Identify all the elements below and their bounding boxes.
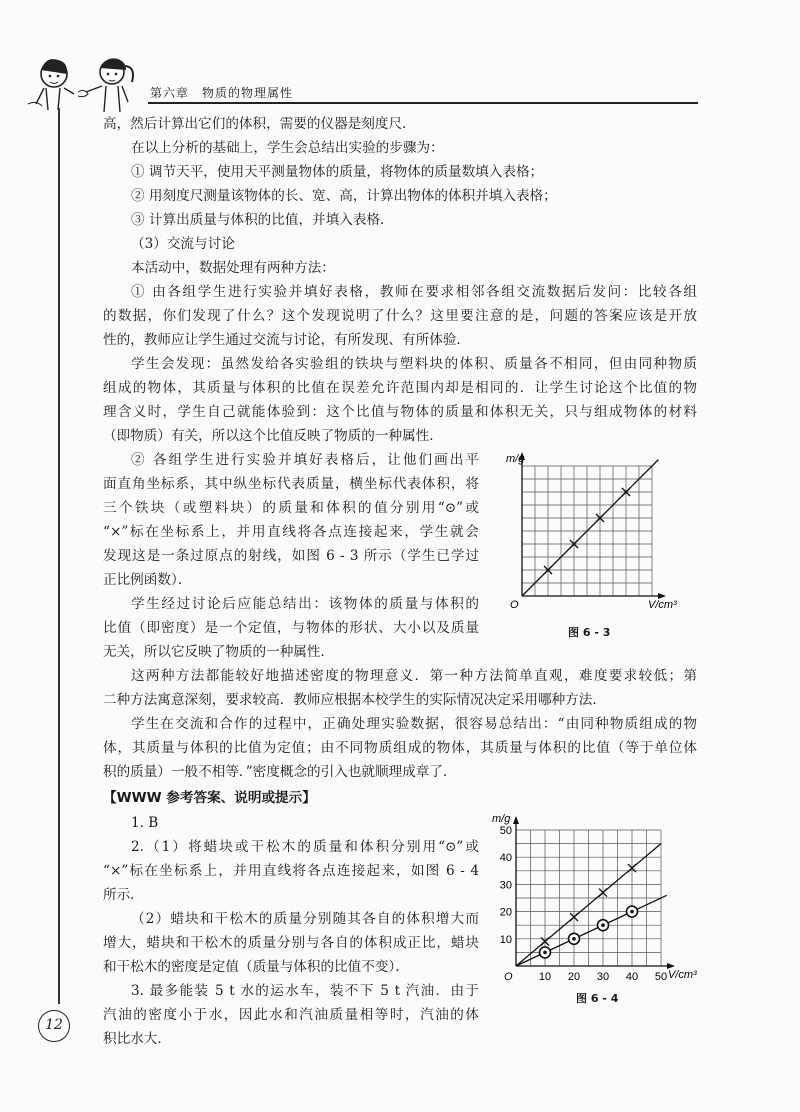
paragraph-line: 积的质量）一般不相等．”密度概念的引入也就顺理成章了． (103, 764, 457, 780)
paragraph-line: 二种方法寓意深刻，要求较高．教师应根据本校学生的实际情况决定采用哪种方法． (103, 692, 606, 708)
paragraph-line: 3. 最多能装 5 t 水的运水车，装不下 5 t 汽油．由于 (131, 983, 479, 999)
answer-1: 1. B (131, 815, 159, 831)
figure-6-4-caption: 图 6 - 4 (576, 992, 619, 1005)
paragraph-line: ② 用刻度尺测量该物体的长、宽、高，计算出物体的体积并填入表格； (131, 188, 557, 204)
x-tick-label: 20 (567, 971, 581, 983)
y-axis-label: m/g (506, 453, 525, 465)
figure-6-3 (500, 448, 700, 648)
paragraph-line: 这两种方法都能较好地描述密度的物理意义．第一种方法简单直观，难度要求较低；第 (131, 668, 697, 684)
paragraph-line: 和干松木的密度是定值（质量与体积的比值不变）． (103, 959, 409, 975)
data-point-circle (540, 947, 551, 958)
paragraph-line: 理含义时，学生自己就能体验到：这个比值与物体的质量和体积无关，只与组成物体的材料 (103, 404, 697, 420)
paragraph-line: 体，其质量与体积的比值为定值；由不同物质组成的物体，其质量与体积的比值（等于单位体 (103, 740, 697, 756)
paragraph-line: ③ 计算出质量与体积的比值，并填入表格． (131, 212, 394, 228)
paragraph-line: 在以上分析的基础上，学生会总结出实验的步骤为： (131, 140, 444, 156)
paragraph-line: （2）蜡块和干松木的质量分别随其各自的体积增大而 (131, 911, 479, 927)
paragraph-line: 学生会发现：虽然发给各实验组的铁块与塑料块的体积、质量各不相同，但由同种物质 (131, 356, 697, 372)
series-line (516, 895, 667, 966)
page-number: 12 (45, 1017, 63, 1033)
answers-heading: 【WWW 参考答案、说明或提示】 (103, 790, 316, 806)
chapter-title: 第六章 物质的物理属性 (150, 86, 294, 100)
paragraph-line: 三个铁块（或塑料块）的质量和体积的值分别用“⊙”或 (103, 500, 479, 516)
y-tick-label: 40 (499, 852, 512, 865)
paragraph-line: 所示． (103, 887, 144, 903)
paragraph-line: “×”标在坐标系上，并用直线将各点连接起来，学生就会 (103, 524, 479, 540)
paragraph-line: ① 由各组学生进行实验并填好表格，教师在要求相邻各组交流数据后发问：比较各组 (131, 284, 697, 300)
paragraph-line: 发现这是一条过原点的射线，如图 6 - 3 所示（学生已学过 (103, 548, 479, 564)
margin-rule (58, 108, 60, 1004)
x-tick-label: 30 (596, 971, 610, 983)
paragraph-line: 本活动中，数据处理有两种方法： (131, 260, 335, 276)
data-point-circle (598, 920, 609, 931)
paragraph-line: 的数据，你们发现了什么？这个发现说明了什么？这里要注意的是，问题的答案应该是开放 (103, 308, 697, 324)
y-tick-label: 10 (499, 933, 512, 946)
paragraph-line: 2.（1）将蜡块或干松木的质量和体积分别用“⊙”或 (131, 839, 479, 855)
paragraph-line: ① 调节天平，使用天平测量物体的质量，将物体的质量数填入表格； (131, 164, 544, 180)
paragraph-line: 增大，蜡块和干松木的质量分别与各自的体积成正比，蜡块 (103, 935, 479, 951)
data-point-circle (569, 933, 580, 944)
paragraph-line: 学生经过讨论后应能总结出：该物体的质量与体积的 (131, 596, 479, 612)
figure-6-3-caption: 图 6 - 3 (568, 626, 611, 639)
paragraph-line: 高，然后计算出它们的体积，需要的仪器是刻度尺． (103, 116, 416, 132)
figure-6-4 (486, 808, 706, 988)
section-heading: （3）交流与讨论 (131, 236, 235, 252)
paragraph-line: 比值（即密度）是一个定值，与物体的形状、大小以及质量 (103, 620, 479, 636)
x-tick-label: 50 (654, 971, 668, 983)
x-tick-label: 40 (625, 971, 639, 983)
paragraph-line: 正比例函数）． (103, 572, 192, 588)
paragraph-line: 性的，教师应让学生通过交流与讨论，有所发现、有所体验． (103, 332, 471, 348)
paragraph-line: 汽油的密度小于水，因此水和汽油质量相等时，汽油的体 (103, 1007, 479, 1023)
paragraph-line: 积比水大． (103, 1031, 171, 1047)
y-tick-label: 30 (499, 879, 512, 892)
paragraph-line: 组成的物体，其质量与体积的比值在误差允许范围内却是相同的．让学生讨论这个比值的物 (103, 380, 697, 396)
x-axis-label: V/cm³ (648, 599, 677, 611)
data-point-circle (627, 906, 638, 917)
paragraph-line: ② 各组学生进行实验并填好表格后，让他们画出平 (131, 452, 479, 468)
origin-label: O (504, 971, 513, 983)
series-line (522, 460, 659, 597)
y-axis-arrow (513, 816, 519, 824)
origin-label: O (510, 599, 519, 611)
x-axis-label: V/cm³ (668, 969, 697, 981)
paragraph-line: “×”标在坐标系上，并用直线将各点连接起来，如图 6 - 4 (103, 863, 479, 879)
paragraph-line: 面直角坐标系，其中纵坐标代表质量，横坐标代表体积，将 (103, 476, 479, 492)
y-tick-label: 50 (499, 825, 512, 837)
paragraph-line: 无关，所以它反映了物质的一种属性． (103, 644, 335, 660)
header-rule (148, 102, 698, 104)
y-tick-label: 20 (499, 906, 512, 919)
y-axis-label: m/g (492, 813, 511, 825)
paragraph-line: 学生在交流和合作的过程中，正确处理实验数据，很容易总结出：“由同种物质组成的物 (131, 716, 697, 732)
paragraph-line: （即物质）有关，所以这个比值反映了物质的一种属性． (103, 428, 443, 444)
header-illustration (14, 52, 144, 122)
x-tick-label: 10 (538, 971, 552, 983)
